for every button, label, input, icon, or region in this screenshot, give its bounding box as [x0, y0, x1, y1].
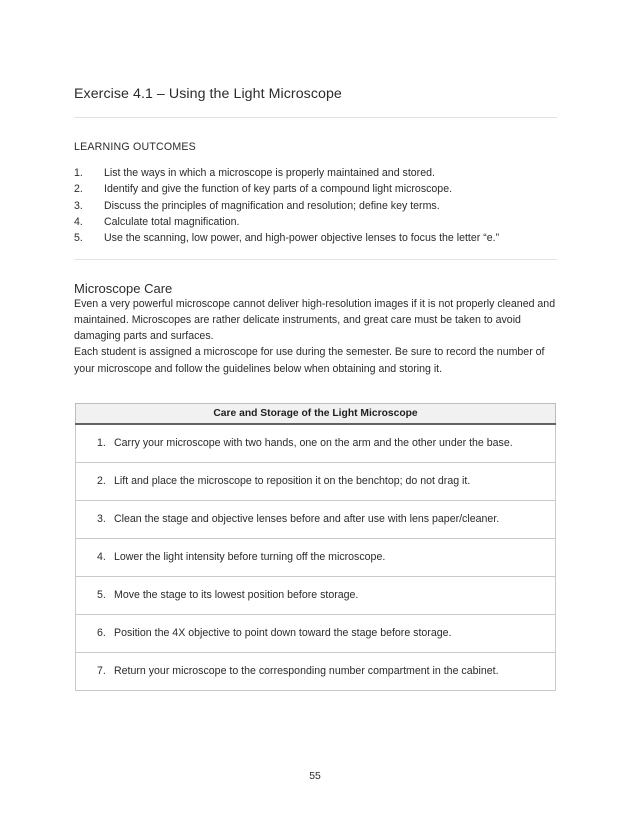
- list-item: [74, 165, 557, 181]
- table-cell: [76, 539, 556, 577]
- learning-outcomes-label: LEARNING OUTCOMES: [74, 141, 196, 154]
- table-row: [76, 463, 556, 501]
- list-item: [74, 230, 557, 246]
- table-row-number: 3.: [97, 513, 106, 525]
- table-row: [76, 653, 556, 691]
- table-row-text: Clean the stage and objective lenses before and after use with lens paper/cleaner.: [114, 513, 500, 525]
- learning-outcomes-list: [74, 165, 557, 246]
- outcomes-divider: [74, 259, 557, 260]
- list-item-text: List the ways in which a microscope is properly maintained and stored.: [104, 167, 435, 180]
- table-cell: [76, 501, 556, 539]
- body-paragraph-1: Even a very powerful microscope cannot deliver high-resolution images if it is not properly cleaned and maintained. Microscopes are rather delicate instruments, and great care must be taken to avoid damaging parts and surfaces.: [74, 297, 556, 343]
- table-row-number: 1.: [97, 437, 106, 449]
- table-row: [76, 615, 556, 653]
- table-cell: [76, 577, 556, 615]
- list-item: [74, 198, 557, 214]
- table-row-number: 7.: [97, 665, 106, 677]
- table-cell: [76, 653, 556, 691]
- table-row-number: 5.: [97, 589, 106, 601]
- care-and-storage-table: [75, 403, 556, 691]
- list-item-number: 2.: [74, 183, 83, 196]
- list-item-text: Use the scanning, low power, and high-power objective lenses to focus the letter “e.”: [104, 232, 500, 245]
- table-row-text: Carry your microscope with two hands, one on the arm and the other under the base.: [114, 437, 513, 449]
- table-cell: [76, 463, 556, 501]
- list-item-number: 1.: [74, 167, 83, 180]
- table-header-cell: Care and Storage of the Light Microscope: [76, 404, 556, 425]
- table-cell: [76, 615, 556, 653]
- table-row-text: Lower the light intensity before turning off the microscope.: [114, 551, 386, 563]
- list-item-number: 3.: [74, 199, 83, 212]
- table-row: [76, 539, 556, 577]
- title-divider: [74, 117, 557, 118]
- page-title: Exercise 4.1 – Using the Light Microscope: [74, 86, 342, 102]
- table-row-text: Return your microscope to the corresponding number compartment in the cabinet.: [114, 665, 499, 677]
- body-paragraph-2: Each student is assigned a microscope for use during the semester. Be sure to record the number of your microscope and follow the guidelines below when obtaining and storing it.: [74, 346, 545, 375]
- table-row-number: 2.: [97, 475, 106, 487]
- table-row-number: 4.: [97, 551, 106, 563]
- table-row: [76, 577, 556, 615]
- table-row-text: Move the stage to its lowest position before storage.: [114, 589, 359, 601]
- list-item: [74, 181, 557, 197]
- page-content: [74, 86, 557, 691]
- list-item-number: 4.: [74, 215, 83, 228]
- list-item-text: Discuss the principles of magnification and resolution; define key terms.: [104, 199, 440, 212]
- list-item: [74, 214, 557, 230]
- table-cell: [76, 424, 556, 463]
- table-row-text: Position the 4X objective to point down toward the stage before storage.: [114, 627, 452, 639]
- table-header-row: [76, 404, 556, 425]
- table-row-text: Lift and place the microscope to reposition it on the benchtop; do not drag it.: [114, 475, 471, 487]
- page-number: 55: [309, 771, 321, 782]
- list-item-number: 5.: [74, 232, 83, 245]
- table-row: [76, 424, 556, 463]
- section-heading-microscope-care: Microscope Care: [74, 280, 173, 296]
- list-item-text: Calculate total magnification.: [104, 215, 240, 228]
- table-row-number: 6.: [97, 627, 106, 639]
- table-row: [76, 501, 556, 539]
- list-item-text: Identify and give the function of key parts of a compound light microscope.: [104, 183, 453, 196]
